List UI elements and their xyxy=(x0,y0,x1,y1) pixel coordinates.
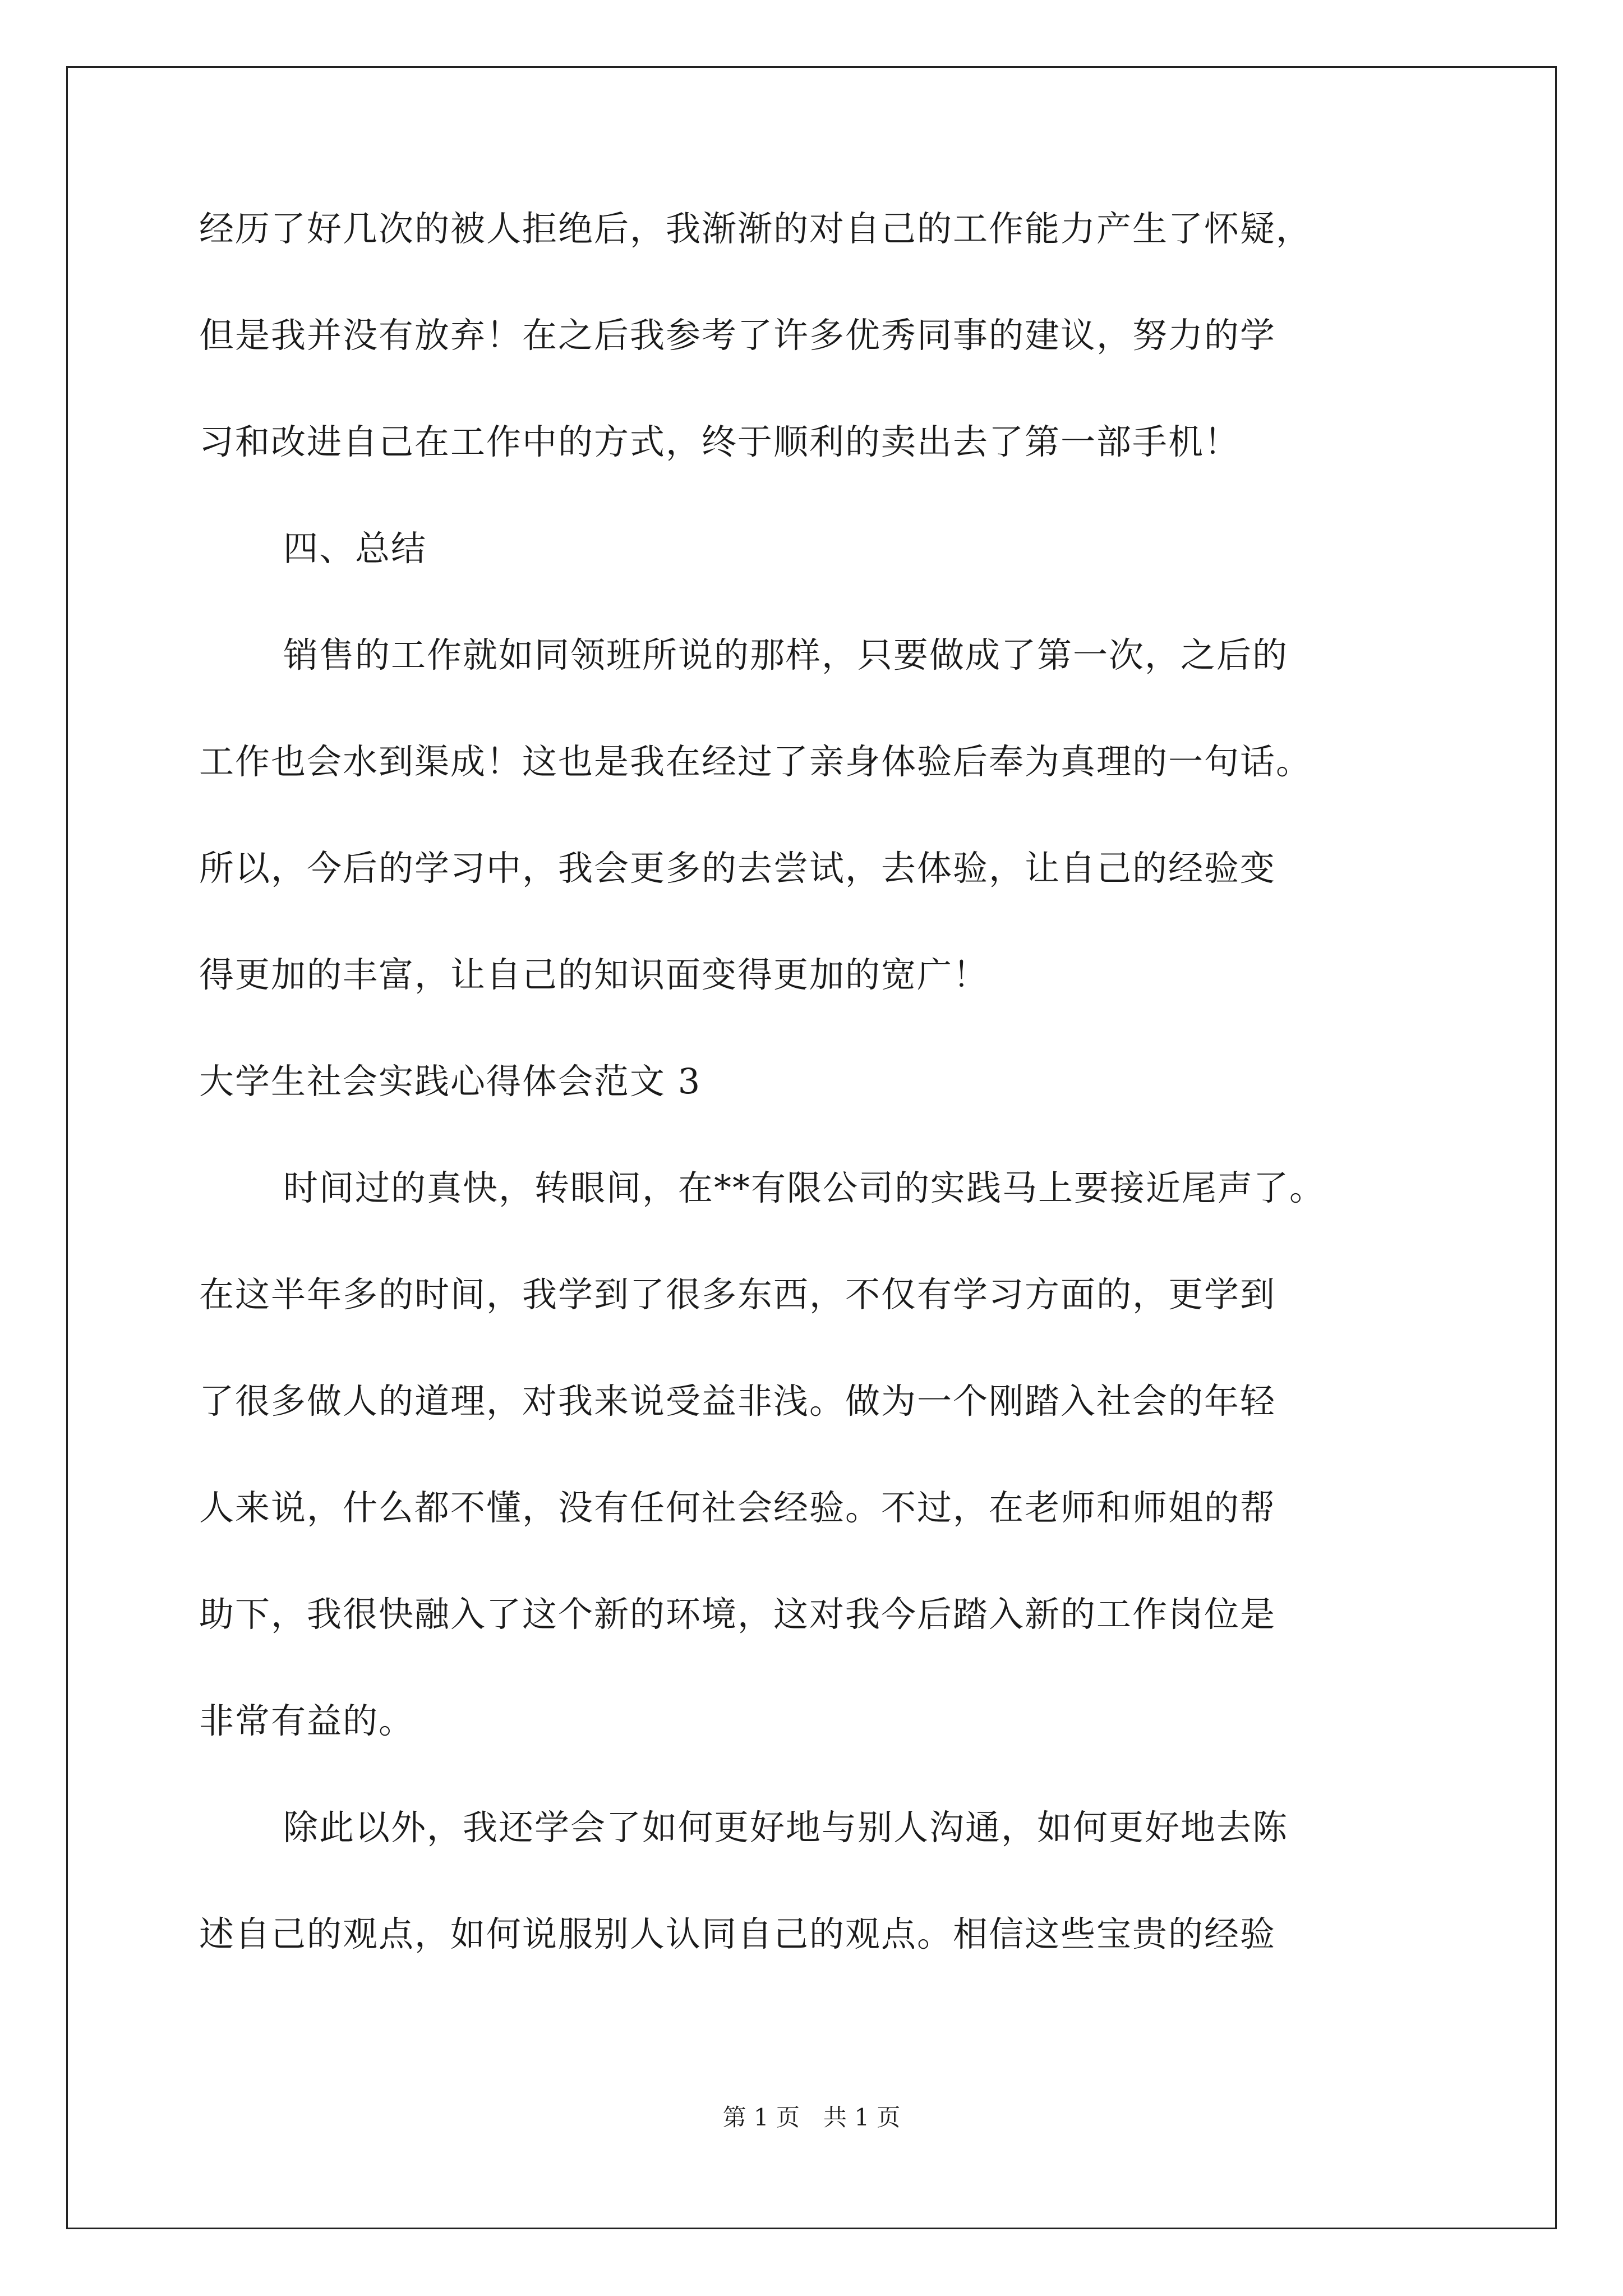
text-line-6: 工作也会水到渠成！这也是我在经过了亲身体验后奉为真理的一句话。 xyxy=(199,741,1312,782)
text-line-3: 习和改进自己在工作中的方式，终于顺利的卖出去了第一部手机！ xyxy=(199,421,1241,462)
text-line-12: 了很多做人的道理，对我来说受益非浅。做为一个刚踏入社会的年轻 xyxy=(199,1381,1276,1421)
text-line-8: 得更加的丰富，让自己的知识面变得更加的宽广！ xyxy=(199,954,989,995)
article-title: 大学生社会实践心得体会范文 3 xyxy=(199,1061,702,1102)
document-body xyxy=(199,202,1433,2014)
text-line-1: 经历了好几次的被人拒绝后，我渐渐的对自己的工作能力产生了怀疑， xyxy=(199,208,1312,249)
section-heading-summary: 四、总结 xyxy=(283,528,427,569)
text-line-15: 非常有益的。 xyxy=(199,1700,415,1741)
text-line-2: 但是我并没有放弃！在之后我参考了许多优秀同事的建议，努力的学 xyxy=(199,315,1276,356)
text-line-10: 时间过的真快，转眼间，在**有限公司的实践马上要接近尾声了。 xyxy=(283,1167,1326,1208)
text-line-5: 销售的工作就如同领班所说的那样，只要做成了第一次，之后的 xyxy=(283,634,1289,675)
text-line-11: 在这半年多的时间，我学到了很多东西，不仅有学习方面的，更学到 xyxy=(199,1274,1276,1315)
text-line-17: 述自己的观点，如何说服别人认同自己的观点。相信这些宝贵的经验 xyxy=(199,1913,1276,1954)
page-number-footer: 第 1 页 共 1 页 xyxy=(722,2104,901,2131)
text-line-16: 除此以外，我还学会了如何更好地与别人沟通，如何更好地去陈 xyxy=(283,1807,1289,1848)
text-line-7: 所以，今后的学习中，我会更多的去尝试，去体验，让自己的经验变 xyxy=(199,848,1276,889)
text-line-14: 助下，我很快融入了这个新的环境，这对我今后踏入新的工作岗位是 xyxy=(199,1594,1276,1635)
text-line-13: 人来说，什么都不懂，没有任何社会经验。不过，在老师和师姐的帮 xyxy=(199,1487,1276,1528)
